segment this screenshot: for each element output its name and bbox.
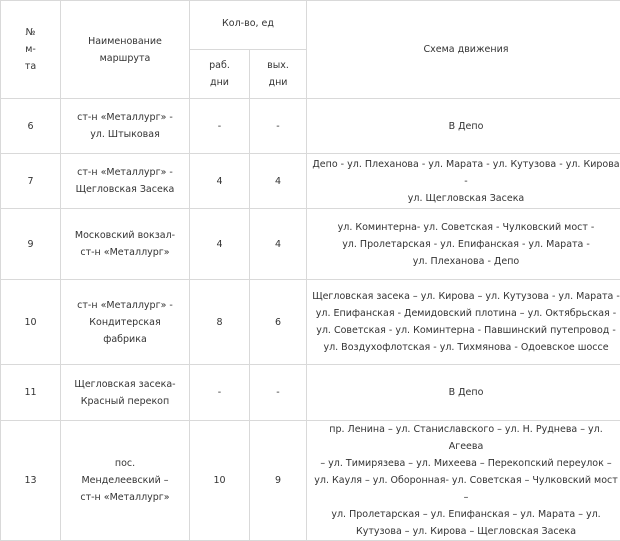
route-scheme: Щегловская засека – ул. Кирова – ул. Кутузова - ул. Марата - ул. Епифанская - Демидовский плотина – ул. Октябрьская - ул. Советская - ул. Коминтерна - Павшинский путепровод - ул. Воздухофлотская - ул. Тихмянова - Одоевское шоссе [307,280,620,365]
header-row [1,1,620,50]
route-name: пос. Менделеевский – ст-н «Металлург» [61,421,190,541]
table-row [1,154,620,209]
route-num: 7 [1,154,61,209]
route-name: ст-н «Металлург» - Кондитерская фабрика [61,280,190,365]
header-count: Кол-во, ед [190,1,307,50]
route-name: ст-н «Металлург» - Щегловская Засека [61,154,190,209]
table-row [1,99,620,154]
route-workdays: 4 [190,154,250,209]
table-row [1,365,620,421]
route-workdays: 8 [190,280,250,365]
header-scheme: Схема движения [307,1,620,99]
table-row [1,421,620,541]
table-row [1,209,620,280]
route-workdays: - [190,365,250,421]
header-route-name: Наименование маршрута [61,1,190,99]
route-weekends: - [250,365,307,421]
route-weekends: 9 [250,421,307,541]
route-scheme: Депо - ул. Плеханова - ул. Марата - ул. Кутузова - ул. Кирова - ул. Щегловская Засека [307,154,620,209]
route-name: Щегловская засека- Красный перекоп [61,365,190,421]
route-workdays: 10 [190,421,250,541]
route-scheme: пр. Ленина – ул. Станиславского – ул. Н. Руднева – ул. Агеева – ул. Тимирязева – ул. Михеева – Перекопский переулок – ул. Кауля – ул. Оборонная- ул. Советская – Чулковский мост – ул. Пролетарская – ул. Епифанская – ул. Марата – ул. Кутузова – ул. Кирова – Щегловская Засека [307,421,620,541]
route-weekends: 4 [250,154,307,209]
route-weekends: 4 [250,209,307,280]
route-name: ст-н «Металлург» - ул. Штыковая [61,99,190,154]
route-workdays: 4 [190,209,250,280]
route-name: Московский вокзал- ст-н «Металлург» [61,209,190,280]
route-num: 11 [1,365,61,421]
header-workdays: раб. дни [190,50,250,99]
route-num: 9 [1,209,61,280]
route-num: 6 [1,99,61,154]
route-scheme: ул. Коминтерна- ул. Советская - Чулковский мост - ул. Пролетарская - ул. Епифанская - ул. Марата - ул. Плеханова - Депо [307,209,620,280]
route-scheme: В Депо [307,99,620,154]
route-weekends: 6 [250,280,307,365]
table-row [1,280,620,365]
header-num: № м- та [1,1,61,99]
route-workdays: - [190,99,250,154]
header-weekends: вых. дни [250,50,307,99]
route-num: 10 [1,280,61,365]
route-scheme: В Депо [307,365,620,421]
route-weekends: - [250,99,307,154]
route-num: 13 [1,421,61,541]
